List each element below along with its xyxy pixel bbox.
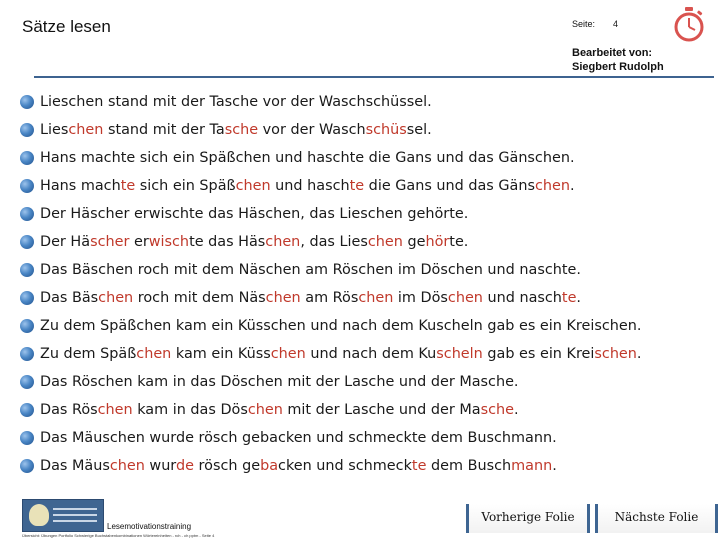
sentence-text [40, 452, 557, 480]
highlighted-syllable: te [120, 178, 136, 194]
sentence-segment: . [576, 290, 581, 306]
sentence-row [20, 172, 716, 200]
sentence-segment: ge [402, 234, 426, 250]
sentence-segment: , das Lies [300, 234, 368, 250]
bullet-icon [20, 403, 34, 417]
sentence-segment: Das Rös [40, 402, 98, 418]
previous-slide-label: Vorherige Folie [481, 509, 575, 524]
sentence-segment: Der Hä [40, 234, 91, 250]
highlighted-syllable: chen [534, 178, 570, 194]
highlighted-syllable: chen [265, 234, 301, 250]
bullet-icon [20, 95, 34, 109]
sentence-text [40, 228, 468, 256]
logo-lines [53, 508, 97, 510]
sentence-segment: Das Röschen kam in das Döschen mit der Lasche und der Masche. [40, 374, 519, 390]
sentence-segment: Lieschen stand mit der Tasche vor der Waschschüssel. [40, 94, 432, 110]
sentence-row [20, 424, 716, 452]
highlighted-syllable: chen [247, 402, 283, 418]
sentence-segment: Das Bäs [40, 290, 99, 306]
sentence-segment: er [129, 234, 149, 250]
sentence-row [20, 88, 716, 116]
sentence-text [40, 256, 581, 284]
sentence-segment: roch mit dem Näs [133, 290, 266, 306]
sentence-segment: Das Mäus [40, 458, 110, 474]
highlighted-syllable: chen [265, 290, 301, 306]
sentence-segment: te. [449, 234, 469, 250]
highlighted-syllable: sche [224, 122, 259, 138]
sentence-segment: stand mit der Ta [103, 122, 225, 138]
highlighted-syllable: ba [260, 458, 279, 474]
highlighted-syllable: schüs [365, 122, 407, 138]
bullet-icon [20, 347, 34, 361]
sentence-segment: Zu dem Späßchen kam ein Küsschen und nach dem Kuscheln gab es ein Kreischen. [40, 318, 642, 334]
page-number-label: Seite: [572, 19, 596, 29]
sentence-segment: gab es ein Krei [482, 346, 595, 362]
header-divider [34, 76, 714, 78]
highlighted-syllable: te [411, 458, 427, 474]
sentence-segment: sel. [406, 122, 432, 138]
highlighted-syllable: chen [97, 402, 133, 418]
bullet-icon [20, 123, 34, 137]
sentence-segment: kam in das Dös [132, 402, 248, 418]
sentence-segment: Lies [40, 122, 69, 138]
highlighted-syllable: chen [109, 458, 145, 474]
highlighted-syllable: te [349, 178, 365, 194]
sentence-text [40, 172, 575, 200]
highlighted-syllable: chen [68, 122, 104, 138]
sentence-text [40, 312, 641, 340]
highlighted-syllable: chen [367, 234, 403, 250]
sentence-segment: die Gans und das Gäns [364, 178, 535, 194]
sentence-text [40, 284, 581, 312]
sentence-segment: und nasch [482, 290, 562, 306]
sentence-segment: und nach dem Ku [305, 346, 437, 362]
sentence-segment: Der Häscher erwischte das Häschen, das Lieschen gehörte. [40, 206, 469, 222]
bullet-icon [20, 431, 34, 445]
bullet-icon [20, 263, 34, 277]
highlighted-syllable: schen [594, 346, 637, 362]
logo-mark [29, 504, 49, 526]
editor-name: Siegbert Rudolph [572, 61, 664, 73]
page-number: 4 [613, 19, 619, 29]
highlighted-syllable: chen [235, 178, 271, 194]
sentence-segment: cken und schmeck [278, 458, 412, 474]
highlighted-syllable: chen [98, 290, 134, 306]
sentence-text [40, 424, 557, 452]
sentence-segment: Das Bäschen roch mit dem Näschen am Röschen im Döschen und naschte. [40, 262, 581, 278]
highlighted-syllable: scher [90, 234, 130, 250]
bullet-icon [20, 207, 34, 221]
bullet-icon [20, 319, 34, 333]
sentence-row [20, 452, 716, 480]
sentence-segment: vor der Wasch [258, 122, 366, 138]
sentence-segment: dem Busch [426, 458, 512, 474]
sentence-segment: rösch ge [193, 458, 261, 474]
highlighted-syllable: chen [136, 346, 172, 362]
bullet-icon [20, 235, 34, 249]
highlighted-syllable: te [561, 290, 577, 306]
sentence-row [20, 200, 716, 228]
sentence-text [40, 396, 519, 424]
sentence-row [20, 116, 716, 144]
sentence-segment: am Rös [300, 290, 359, 306]
sentence-text [40, 368, 519, 396]
highlighted-syllable: mann [511, 458, 553, 474]
next-slide-label: Nächste Folie [614, 509, 699, 524]
editor-label: Bearbeitet von: [572, 47, 653, 59]
highlighted-syllable: wisch [148, 234, 190, 250]
sentence-segment: Zu dem Späß [40, 346, 137, 362]
sentence-row [20, 144, 716, 172]
sentence-text [40, 144, 575, 172]
bullet-icon [20, 179, 34, 193]
highlighted-syllable: chen [447, 290, 483, 306]
highlighted-syllable: scheln [436, 346, 483, 362]
highlighted-syllable: sche [480, 402, 514, 418]
bullet-icon [20, 291, 34, 305]
footer-credit: Übersicht: Übungen Portfolio Schwierige Buchstabenkombinationen Wörtereinheiten - rch - ch pptm - Seite 4 [22, 533, 215, 538]
sentence-row [20, 228, 716, 256]
bullet-icon [20, 375, 34, 389]
sentence-segment: sich ein Späß [135, 178, 236, 194]
bullet-icon [20, 151, 34, 165]
sentence-text [40, 88, 432, 116]
sentence-row [20, 312, 716, 340]
sentence-segment: Hans machte sich ein Späßchen und haschte die Gans und das Gänschen. [40, 150, 575, 166]
sentence-row [20, 396, 716, 424]
sentence-segment: im Dös [393, 290, 448, 306]
sentence-segment: mit der Lasche und der Ma [282, 402, 481, 418]
highlighted-syllable: chen [270, 346, 306, 362]
sentence-list [20, 88, 716, 480]
sentence-segment: kam ein Küss [171, 346, 271, 362]
sentence-segment: . [513, 402, 519, 418]
highlighted-syllable: hör [425, 234, 450, 250]
page-title: Sätze lesen [22, 17, 111, 36]
sentence-text [40, 116, 432, 144]
sentence-segment: Hans mach [40, 178, 121, 194]
sentence-segment: und hasch [270, 178, 350, 194]
bullet-icon [20, 459, 34, 473]
previous-slide-button[interactable] [466, 504, 590, 533]
sentence-segment: . [552, 458, 557, 474]
sentence-segment: . [636, 346, 642, 362]
sentence-text [40, 200, 468, 228]
next-slide-button[interactable] [595, 504, 718, 533]
footer-brand: Lesemotivationstraining [107, 522, 192, 531]
highlighted-syllable: chen [358, 290, 394, 306]
sentence-row [20, 256, 716, 284]
sentence-row [20, 368, 716, 396]
editor-info [572, 46, 664, 74]
logo-image [22, 499, 104, 532]
sentence-row [20, 340, 716, 368]
sentence-segment: wur [144, 458, 176, 474]
highlighted-syllable: de [175, 458, 194, 474]
sentence-segment: . [570, 178, 575, 194]
sentence-row [20, 284, 716, 312]
sentence-text [40, 340, 642, 368]
sentence-segment: te das Häs [189, 234, 266, 250]
sentence-segment: Das Mäuschen wurde rösch gebacken und schmeckte dem Buschmann. [40, 430, 557, 446]
stopwatch-icon[interactable] [672, 6, 706, 42]
